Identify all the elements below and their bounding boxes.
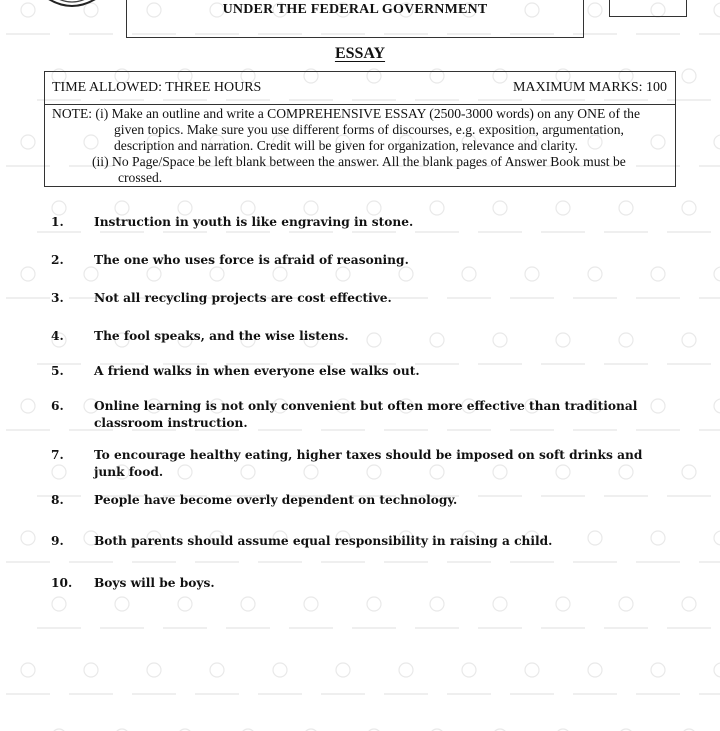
topic-text: The fool speaks, and the wise listens. — [94, 329, 349, 343]
topic-number: 2. — [51, 253, 64, 267]
topic-number: 5. — [51, 364, 64, 378]
header-government-line: UNDER THE FEDERAL GOVERNMENT — [222, 2, 488, 17]
topic-text: People have become overly dependent on technology. — [94, 493, 458, 507]
topic-text: Not all recycling projects are cost effective. — [94, 291, 392, 305]
topic-text: The one who uses force is afraid of reasoning. — [94, 253, 409, 267]
time-allowed: TIME ALLOWED: THREE HOURS — [52, 80, 262, 95]
topic-number: 1. — [51, 215, 64, 229]
topic-text: To encourage healthy eating, higher taxes should be imposed on soft drinks and junk food. — [94, 448, 643, 479]
subject-title: ESSAY — [334, 45, 386, 62]
topic-number: 9. — [51, 534, 64, 548]
note-line: (ii) No Page/Space be left blank between the answer. All the blank pages of Answer Book must be — [92, 154, 626, 169]
note-line: NOTE: (i) Make an outline and write a COMPREHENSIVE ESSAY (2500-3000 words) on any ONE of the — [52, 106, 640, 121]
note-line: description and narration. Credit will be given for organization, relevance and clarity. — [114, 138, 578, 153]
topic-number: 10. — [51, 576, 73, 590]
topic-number: 7. — [51, 448, 64, 462]
topic-text: Online learning is not only convenient but often more effective than traditional classroom instruction. — [94, 399, 638, 430]
topic-text: Boys will be boys. — [94, 576, 215, 590]
topic-text: Instruction in youth is like engraving in stone. — [94, 215, 414, 229]
topic-text: A friend walks in when everyone else walks out. — [94, 364, 420, 378]
topic-number: 4. — [51, 329, 64, 343]
topic-text: Both parents should assume equal responsibility in raising a child. — [94, 534, 553, 548]
note-line: crossed. — [118, 170, 163, 185]
topic-number: 8. — [51, 493, 64, 507]
topic-number: 3. — [51, 291, 64, 305]
topic-number: 6. — [51, 399, 64, 413]
note-line: given topics. Make sure you use different forms of discourses, e.g. exposition, argumentation, — [114, 122, 624, 137]
maximum-marks: MAXIMUM MARKS: 100 — [512, 80, 667, 95]
